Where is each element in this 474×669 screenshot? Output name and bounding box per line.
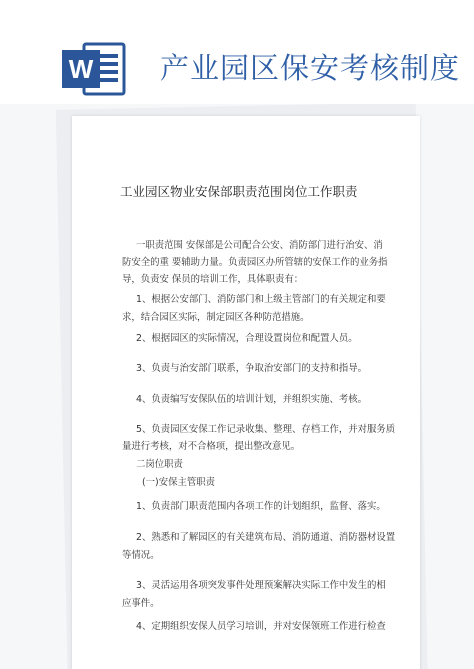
paragraph-line: 4、定期组织安保人员学习培训，并对安保领班工作进行检查 <box>136 621 386 632</box>
paragraph-line: 3、负责与治安部门联系，争取治安部门的支持和指导。 <box>136 363 367 374</box>
banner-title: 产业园区保安考核制度 <box>160 51 461 85</box>
document-page <box>72 116 420 669</box>
paragraph-line: 1、根据公安部门、消防部门和上级主管部门的有关规定和要 <box>136 294 386 305</box>
subsection-heading: (一)安保主管职责 <box>142 477 215 488</box>
section-heading: 二岗位职责 <box>136 459 183 470</box>
paragraph-line: 防安全的重 要辅助力量。负责园区办所管辖的安保工作的业务指 <box>122 257 388 268</box>
paragraph-line: 1、负责部门职责范围内各项工作的计划组织，监督、落实。 <box>136 501 386 512</box>
header-banner <box>0 0 474 120</box>
paragraph-line: 一职责范围 安保部是公司配合公安、消防部门进行治安、消 <box>136 240 383 251</box>
word-icon-letter: W <box>68 54 94 84</box>
paragraph-line: 应事件。 <box>122 598 160 609</box>
word-document-icon <box>60 40 128 98</box>
document-title: 工业园区物业安保部职责范围岗位工作职责 <box>120 184 358 199</box>
paragraph-line: 2、根据园区的实际情况，合理设置岗位和配置人员。 <box>136 333 358 344</box>
paragraph-line: 5、负责园区安保工作记录收集、整理、存档工作，并对服务质 <box>136 424 396 435</box>
document-preview <box>0 104 474 669</box>
paragraph-line: 求，结合园区实际，制定园区各种防范措施。 <box>122 312 310 323</box>
paragraph-line: 等情况。 <box>122 550 160 561</box>
paragraph-line: 3、灵活运用各项突发事件处理预案解决实际工作中发生的相 <box>136 580 386 591</box>
paragraph-line: 导，负责安 保员的培训工作，具体职责有： <box>122 274 304 285</box>
paragraph-line: 量进行考核，对不合格项，提出整改意见。 <box>122 441 301 452</box>
paragraph-line: 4、负责编写安保队伍的培训计划，并组织实施、考核。 <box>136 394 367 405</box>
paragraph-line: 2、熟悉和了解园区的有关建筑布局、消防通道、消防器材设置 <box>136 532 396 543</box>
